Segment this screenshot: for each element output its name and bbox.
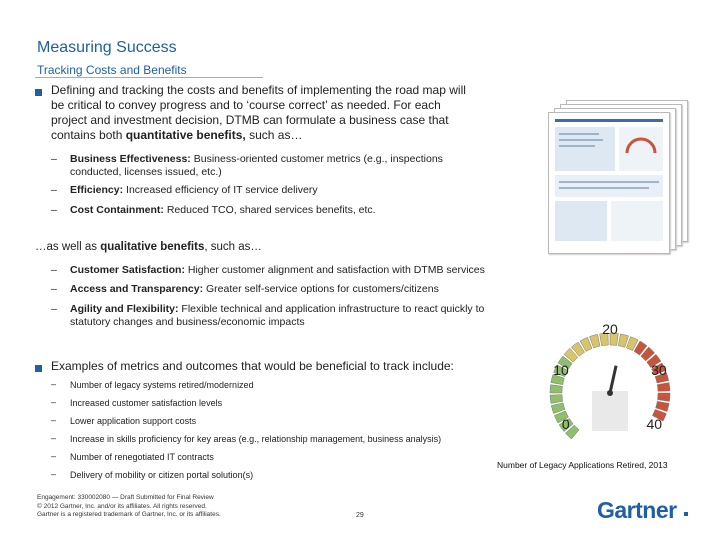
qualitative-suffix: , such as…	[204, 241, 262, 253]
dash-marker: –	[51, 451, 57, 461]
dash-marker: –	[51, 153, 57, 165]
dash-marker: –	[51, 283, 57, 295]
quantitative-item	[70, 153, 490, 179]
gauge-caption: Number of Legacy Applications Retired, 2013	[497, 460, 668, 470]
item-term: Cost Containment:	[70, 204, 164, 216]
metric-item: Lower application support costs	[70, 416, 197, 426]
qualitative-bold: qualitative benefits	[100, 241, 205, 253]
dash-marker: –	[51, 397, 57, 407]
intro-bold: quantitative benefits,	[125, 128, 246, 142]
legacy-apps-gauge	[520, 321, 700, 455]
intro-paragraph	[51, 83, 511, 143]
gauge-segment	[550, 385, 562, 393]
dash-marker: –	[51, 264, 57, 276]
gauge-segment	[618, 334, 628, 347]
item-desc: Greater self-service options for customers/citizens	[203, 283, 439, 295]
intro-suffix: such as…	[245, 128, 303, 142]
item-desc-cont: statutory changes and business/economic impacts	[70, 316, 305, 328]
qualitative-item	[70, 303, 520, 329]
gauge-needle-line	[610, 366, 616, 393]
gauge-label: 0	[561, 415, 570, 432]
item-term: Access and Transparency:	[70, 283, 204, 295]
metric-item: Increase in skills proficiency for key areas (e.g., relationship management, business analysis)	[70, 434, 442, 444]
qualitative-item	[70, 264, 520, 277]
title-divider	[35, 77, 263, 78]
page-number: 29	[356, 512, 364, 519]
item-desc: Business-oriented customer metrics (e.g., inspections	[190, 153, 443, 165]
footer-line: Gartner is a registered trademark of Gartner, Inc. or its affiliates.	[37, 511, 221, 518]
page-title: Measuring Success	[37, 39, 177, 56]
dash-marker: –	[51, 184, 57, 196]
intro-line: be critical to convey progress and to ‘course correct’ as needed. For each	[51, 98, 441, 112]
item-term: Efficiency:	[70, 184, 124, 196]
item-term: Customer Satisfaction:	[70, 264, 185, 276]
gauge-segment	[550, 395, 563, 404]
document-content-icon	[549, 113, 669, 253]
document-stack-illustration	[548, 100, 688, 250]
footer-notice	[37, 494, 221, 520]
dash-marker: –	[51, 303, 57, 315]
intro-prefix: contains both	[51, 128, 126, 142]
item-desc: Higher customer alignment and satisfaction with DTMB services	[184, 264, 485, 276]
item-term: Business Effectiveness:	[70, 153, 191, 165]
document-page-front	[548, 112, 670, 254]
gauge-label: 30	[651, 362, 667, 379]
bullet-square-icon	[35, 365, 42, 372]
metrics-heading: Examples of metrics and outcomes that would be beneficial to track include:	[51, 359, 454, 373]
bullet-square-icon	[35, 89, 42, 96]
dash-marker: –	[51, 379, 57, 389]
qualitative-prefix: …as well as	[35, 241, 101, 253]
gauge-segment	[658, 393, 670, 401]
gauge-label: 20	[602, 321, 618, 337]
item-desc: Increased efficiency of IT service delivery	[123, 184, 318, 196]
qualitative-intro	[35, 240, 262, 255]
gauge-segment	[656, 401, 669, 411]
dash-marker: –	[51, 433, 57, 443]
page-subtitle: Tracking Costs and Benefits	[37, 63, 187, 77]
intro-line: Defining and tracking the costs and benefits of implementing the road map will	[51, 83, 466, 97]
metric-item: Increased customer satisfaction levels	[70, 398, 223, 408]
quantitative-item	[70, 204, 490, 217]
item-desc: Flexible technical and application infrastructure to react quickly to	[178, 303, 485, 315]
gauge-label: 10	[553, 362, 569, 379]
metric-item: Number of renegotiated IT contracts	[70, 452, 214, 462]
quantitative-item	[70, 184, 490, 197]
item-term: Agility and Flexibility:	[70, 303, 179, 315]
dash-marker: –	[51, 204, 57, 216]
metric-item: Number of legacy systems retired/modernized	[70, 380, 254, 390]
dash-marker: –	[51, 415, 57, 425]
intro-line: project and investment decision, DTMB can formulate a business case that	[51, 113, 449, 127]
gauge-segment	[657, 383, 670, 392]
dash-marker: –	[51, 469, 57, 479]
item-desc: Reduced TCO, shared services benefits, etc.	[163, 204, 376, 216]
footer-line: Engagement: 330002080 — Draft Submitted for Final Review	[37, 494, 214, 501]
gauge-face	[592, 391, 628, 431]
logo-dot	[684, 512, 688, 516]
gartner-logo: Gartner	[597, 497, 677, 523]
gauge-label: 40	[646, 415, 663, 432]
item-desc-cont: conducted, licenses issued, etc.)	[70, 166, 222, 178]
footer-line: © 2012 Gartner, Inc. and/or its affiliates. All rights reserved.	[37, 502, 207, 510]
metric-item: Delivery of mobility or citizen portal solution(s)	[70, 470, 254, 480]
intro-line	[51, 128, 511, 143]
qualitative-item	[70, 283, 520, 296]
gauge-hub	[607, 390, 613, 396]
